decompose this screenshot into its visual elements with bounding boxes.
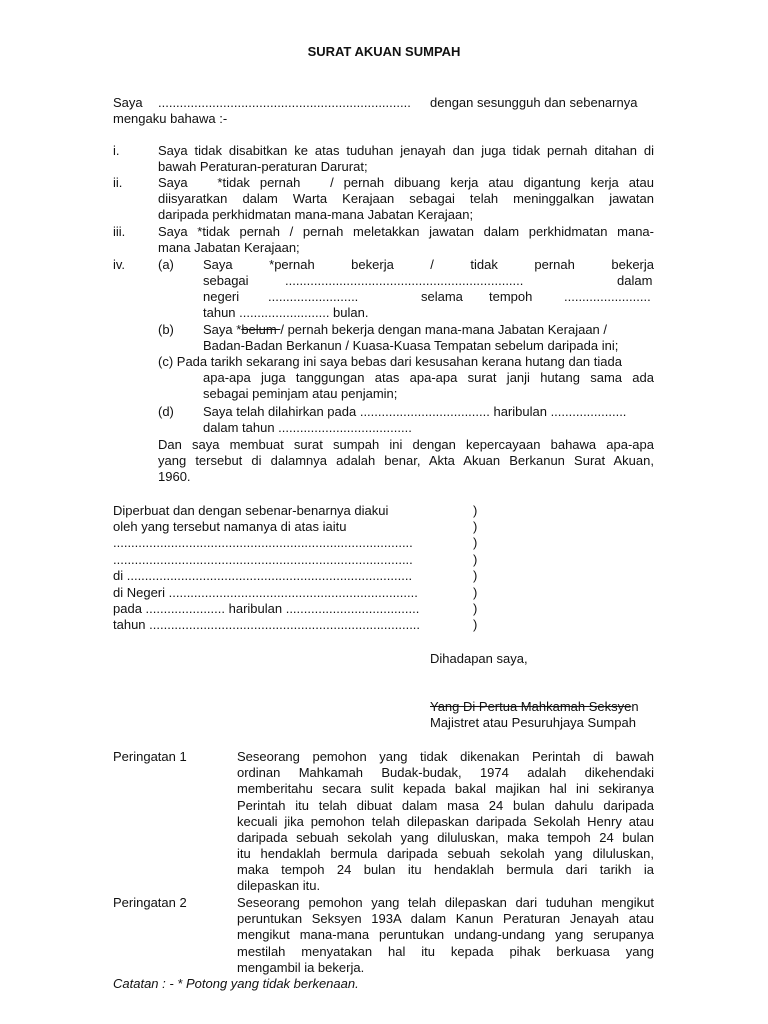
item-iv-a-dalam: dalam (617, 273, 653, 288)
intro-saya: Saya (113, 95, 143, 110)
document-title: SURAT AKUAN SUMPAH (307, 44, 461, 59)
warning-1-label: Peringatan 1 (113, 749, 187, 764)
declaration-pada: pada ...................... haribulan ..................................... (113, 601, 420, 616)
declaration-name-blank2: ................................................................................... (113, 552, 413, 567)
bracket: ) (473, 535, 478, 550)
bracket: ) (473, 519, 478, 534)
intro-line2: mengaku bahawa :- (113, 111, 228, 126)
struck-title: Yang Di Pertua Mahkamah Seksye (430, 699, 632, 714)
intro-name-blank: ...................................................................... (158, 95, 411, 110)
item-i-number: i. (113, 143, 120, 158)
warning-1-line: ordinan Mahkamah Budak-budak, 1974 adalah dikehendaki (237, 765, 654, 780)
item-iv-b-label: (b) (158, 322, 174, 337)
warning-2-line: mestilah menyatakan hal itu kepada pihak berkuasa yang (237, 944, 654, 959)
warning-2-label: Peringatan 2 (113, 895, 187, 910)
item-iv-number: iv. (113, 257, 126, 272)
bracket: ) (473, 568, 478, 583)
bracket: ) (473, 601, 478, 616)
declaration-tahun: tahun ........................................................................... (113, 617, 421, 632)
item-iv-a-selama: selama (421, 289, 463, 304)
dihadapan-saya: Dihadapan saya, (430, 651, 528, 666)
item-iv-b-struck-word: belum (241, 322, 281, 337)
item-iv-b-line2: Badan-Badan Berkanun / Kuasa-Kuasa Tempatan sebelum daripada ini; (203, 338, 619, 353)
declaration-name-blank1: ................................................................................... (113, 535, 413, 550)
warning-2-line: mengikut mana-mana peruntukan undang-undang yang serupanya (237, 927, 654, 942)
closing-line3: 1960. (158, 469, 191, 484)
item-iv-a-sebagai-blank: .................................................................. (285, 273, 524, 288)
item-iii-line1: Saya *tidak pernah / pernah meletakkan jawatan dalam perkhidmatan mana- (158, 224, 654, 239)
warning-1-line: memberitahu secara sulit kepada bakal majikan hal ini sekiranya (237, 781, 654, 796)
declaration-line1: Diperbuat dan dengan sebenar-benarnya diakui (113, 503, 389, 518)
bracket: ) (473, 552, 478, 567)
bracket: ) (473, 503, 478, 518)
declaration-di-negeri: di Negeri ..................................................................... (113, 585, 418, 600)
warning-1-line: maka tempoh 24 bulan itu hendaklah bermula dari tarikh ia (237, 862, 654, 877)
item-iv-a-tempoh-blank: ........................ (564, 289, 651, 304)
warning-2-line: mengambil ia bekerja. (237, 960, 365, 975)
warning-1-line: Seseorang pemohon yang tidak dikenakan Perintah di bawah (237, 749, 654, 764)
item-iv-c-line2: apa-apa juga tanggungan atas apa-apa surat janji hutang sama ada (203, 370, 654, 385)
warning-2-line: peruntukan Seksyen 193A dalam Kanun Peraturan Jenayah atau (237, 911, 654, 926)
declaration-di: di ............................................................................... (113, 568, 413, 583)
closing-line2: yang tersebut di dalamnya adalah benar, Akta Akuan Berkanun Surat Akuan, (158, 453, 654, 468)
warning-1-line: Perintah itu telah dibuat dalam masa 24 bulan dahulu daripada (237, 798, 654, 813)
item-iv-a-sebagai: sebagai (203, 273, 249, 288)
item-i-line1: Saya tidak disabitkan ke atas tuduhan jenayah dan juga tidak pernah ditahan di (158, 143, 654, 158)
item-iv-c-line3: sebagai peminjam atau penjamin; (203, 386, 398, 401)
item-iv-a-negeri: negeri (203, 289, 240, 304)
struck-title-tail: n (631, 699, 639, 714)
warning-1-line: daripada sebuah sekolah yang diluluskan, maka tempoh 24 bulan (237, 830, 654, 845)
item-i-line2: bawah Peraturan-peraturan Darurat; (158, 159, 368, 174)
item-iii-number: iii. (113, 224, 126, 239)
item-iv-d-line2: dalam tahun ..................................... (203, 420, 412, 435)
item-ii-number: ii. (113, 175, 123, 190)
warning-1-line: dilepaskan itu. (237, 878, 321, 893)
item-iii-line2: mana Jabatan Kerajaan; (158, 240, 300, 255)
item-iv-a-line1: Saya *pernah bekerja / tidak pernah bekerja (203, 257, 654, 272)
item-iv-c-line1: (c) Pada tarikh sekarang ini saya bebas dari kesusahan kerana hutang dan tiada (158, 354, 622, 369)
signatory-title: Majistret atau Pesuruhjaya Sumpah (430, 715, 636, 730)
item-ii-line3: daripada perkhidmatan mana-mana Jabatan Kerajaan; (158, 207, 474, 222)
bracket: ) (473, 585, 478, 600)
closing-line1: Dan saya membuat surat sumpah ini dengan kepercayaan bahawa apa-apa (158, 437, 654, 452)
warning-1-line: itu hendaklah bermula daripada sebuah sekolah yang diluluskan, (237, 846, 654, 861)
item-iv-a-tempoh: tempoh (489, 289, 533, 304)
item-iv-b-rest: / pernah bekerja dengan mana-mana Jabatan Kerajaan / (280, 322, 608, 337)
bracket: ) (473, 617, 478, 632)
intro-tail: dengan sesungguh dan sebenarnya (430, 95, 638, 110)
warning-1-line: kecuali jika pemohon telah dilepaskan daripada Sekolah Henry atau (237, 814, 654, 829)
item-ii-line1: Saya *tidak pernah / pernah dibuang kerja atau digantung kerja atau (158, 175, 654, 190)
item-iv-a-label: (a) (158, 257, 174, 272)
item-iv-a-negeri-blank: ......................... (268, 289, 359, 304)
item-iv-b-line1 (203, 322, 607, 337)
item-iv-a-line4: tahun ......................... bulan. (203, 305, 369, 320)
item-iv-b-prefix: Saya * (203, 322, 242, 337)
item-iv-d-label: (d) (158, 404, 174, 419)
footnote: Catatan : - * Potong yang tidak berkenaan. (113, 976, 359, 991)
declaration-line2: oleh yang tersebut namanya di atas iaitu (113, 519, 347, 534)
item-iv-d-line1: Saya telah dilahirkan pada .................................... haribulan ..................... (203, 404, 627, 419)
item-ii-line2: diisyaratkan dalam Warta Kerajaan sebagai telah meninggalkan jawatan (158, 191, 654, 206)
signatory-title-struck (430, 699, 639, 714)
warning-2-line: Seseorang pemohon yang telah dilepaskan dari tuduhan mengikut (237, 895, 654, 910)
